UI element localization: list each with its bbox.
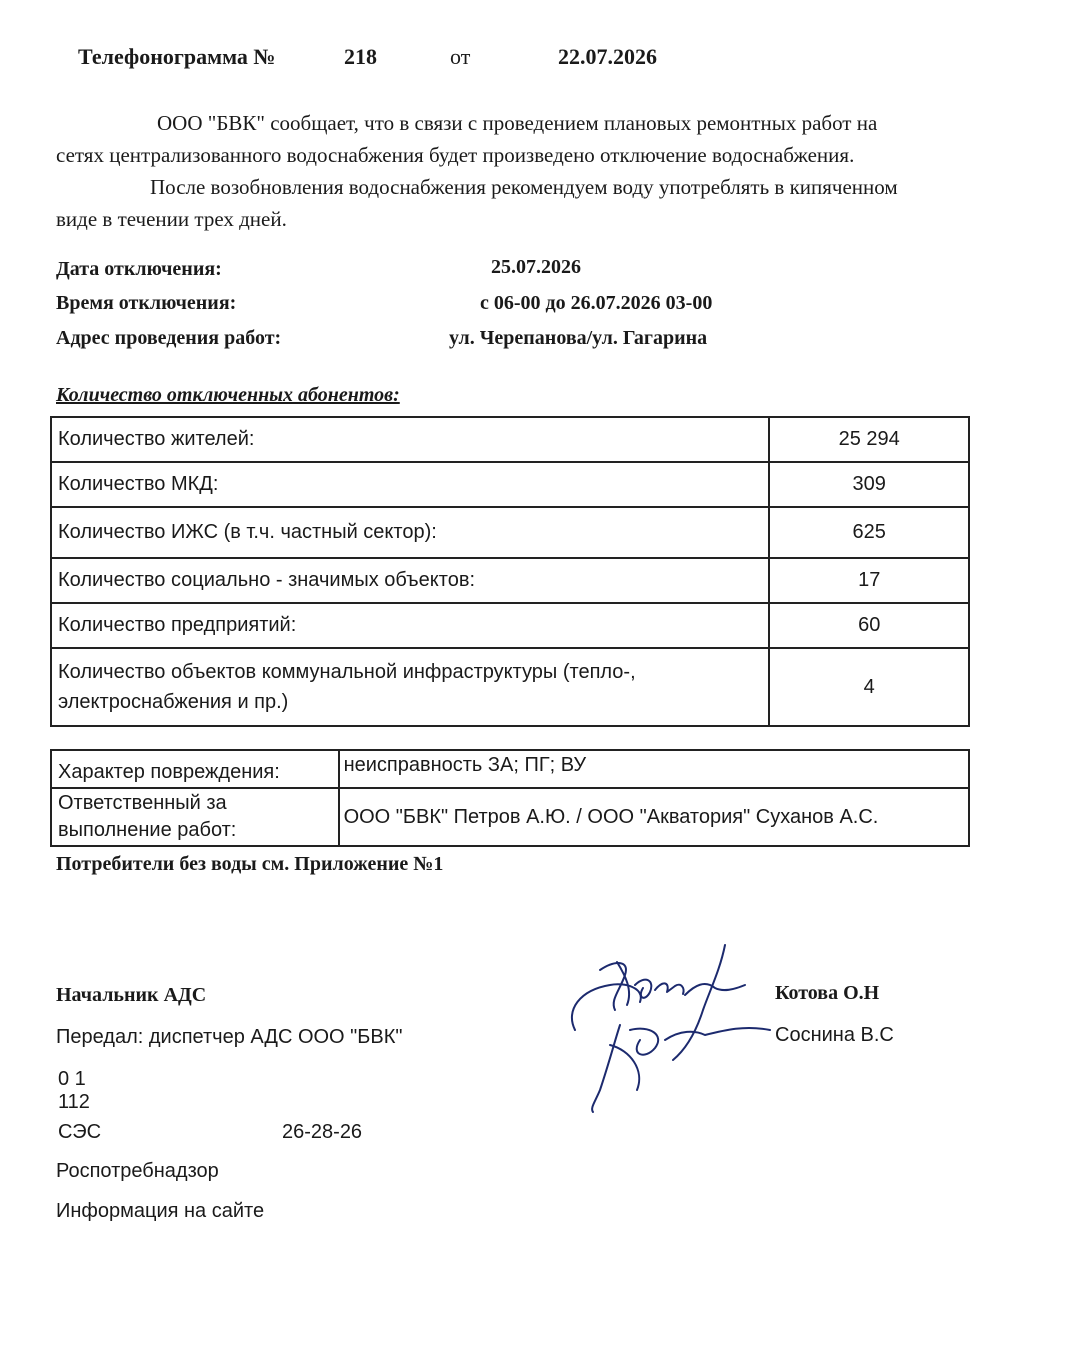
row-label: Количество МКД:	[51, 462, 769, 507]
head-label: Начальник АДС	[56, 984, 207, 1006]
table-row	[51, 648, 969, 726]
date-label: Дата отключения:	[56, 258, 222, 280]
subscribers-table	[50, 416, 970, 727]
table-row	[51, 750, 969, 788]
row-label: Количество предприятий:	[51, 603, 769, 648]
table-row	[51, 603, 969, 648]
table-row	[51, 417, 969, 462]
from-word: от	[450, 44, 471, 69]
damage-type-value: неисправность ЗА; ПГ; ВУ	[339, 750, 969, 788]
recipient-rospotrebnadzor: Роспотребнадзор	[56, 1160, 219, 1182]
recipient-website: Информация на сайте	[56, 1200, 265, 1222]
table-row	[51, 507, 969, 558]
body-line-4: виде в течении трех дней.	[56, 207, 287, 231]
time-label: Время отключения:	[56, 292, 237, 314]
row-value: 625	[769, 507, 969, 558]
body-line-2: сетях централизованного водоснабжения будет произведено отключение водоснабжения.	[56, 143, 855, 167]
damage-table	[50, 749, 970, 847]
body-line-3: После возобновления водоснабжения рекомендуем воду употреблять в кипяченном	[150, 175, 898, 199]
subscribers-title: Количество отключенных абонентов:	[56, 384, 400, 406]
head-name: Котова О.Н	[775, 982, 880, 1004]
row-label: Количество жителей:	[51, 417, 769, 462]
responsible-label	[51, 788, 339, 846]
body-line-1: ООО "БВК" сообщает, что в связи с проведением плановых ремонтных работ на	[157, 111, 878, 135]
time-value: с 06-00 до 26.07.2026 03-00	[480, 292, 713, 314]
recipient-01: 0 1	[58, 1068, 86, 1090]
table-row	[51, 558, 969, 603]
row-label-line: Количество объектов коммунальной инфраструктуры (тепло-,	[58, 661, 636, 683]
row-value: 309	[769, 462, 969, 507]
row-label: Количество социально - значимых объектов:	[51, 558, 769, 603]
sender-name: Соснина В.С	[775, 1024, 894, 1046]
ses-phone: 26-28-26	[282, 1121, 363, 1143]
responsible-label-line: выполнение работ:	[58, 819, 237, 841]
responsible-value: ООО "БВК" Петров А.Ю. / ООО "Акватория" Суханов А.С.	[339, 788, 969, 846]
note: Потребители без воды см. Приложение №1	[56, 853, 444, 875]
row-label: Количество ИЖС (в т.ч. частный сектор):	[51, 507, 769, 558]
damage-type-label: Характер повреждения:	[51, 750, 339, 788]
recipient-112: 112	[58, 1091, 90, 1113]
row-label-line: электроснабжения и пр.)	[58, 691, 289, 713]
handwritten-signature	[555, 930, 785, 1120]
row-value: 17	[769, 558, 969, 603]
row-value: 4	[769, 648, 969, 726]
address-label: Адрес проведения работ:	[56, 327, 282, 349]
address-value: ул. Черепанова/ул. Гагарина	[449, 327, 708, 349]
row-label	[51, 648, 769, 726]
document-title: Телефонограмма №	[78, 44, 276, 69]
table-row	[51, 462, 969, 507]
responsible-label-line: Ответственный за	[58, 792, 227, 814]
recipient-ses: СЭС	[58, 1121, 102, 1143]
sender-label: Передал: диспетчер АДС ООО "БВК"	[56, 1026, 403, 1048]
row-value: 60	[769, 603, 969, 648]
document-date: 22.07.2026	[558, 44, 657, 69]
document-number: 218	[344, 44, 377, 69]
date-value: 25.07.2026	[491, 256, 581, 278]
row-value: 25 294	[769, 417, 969, 462]
table-row	[51, 788, 969, 846]
